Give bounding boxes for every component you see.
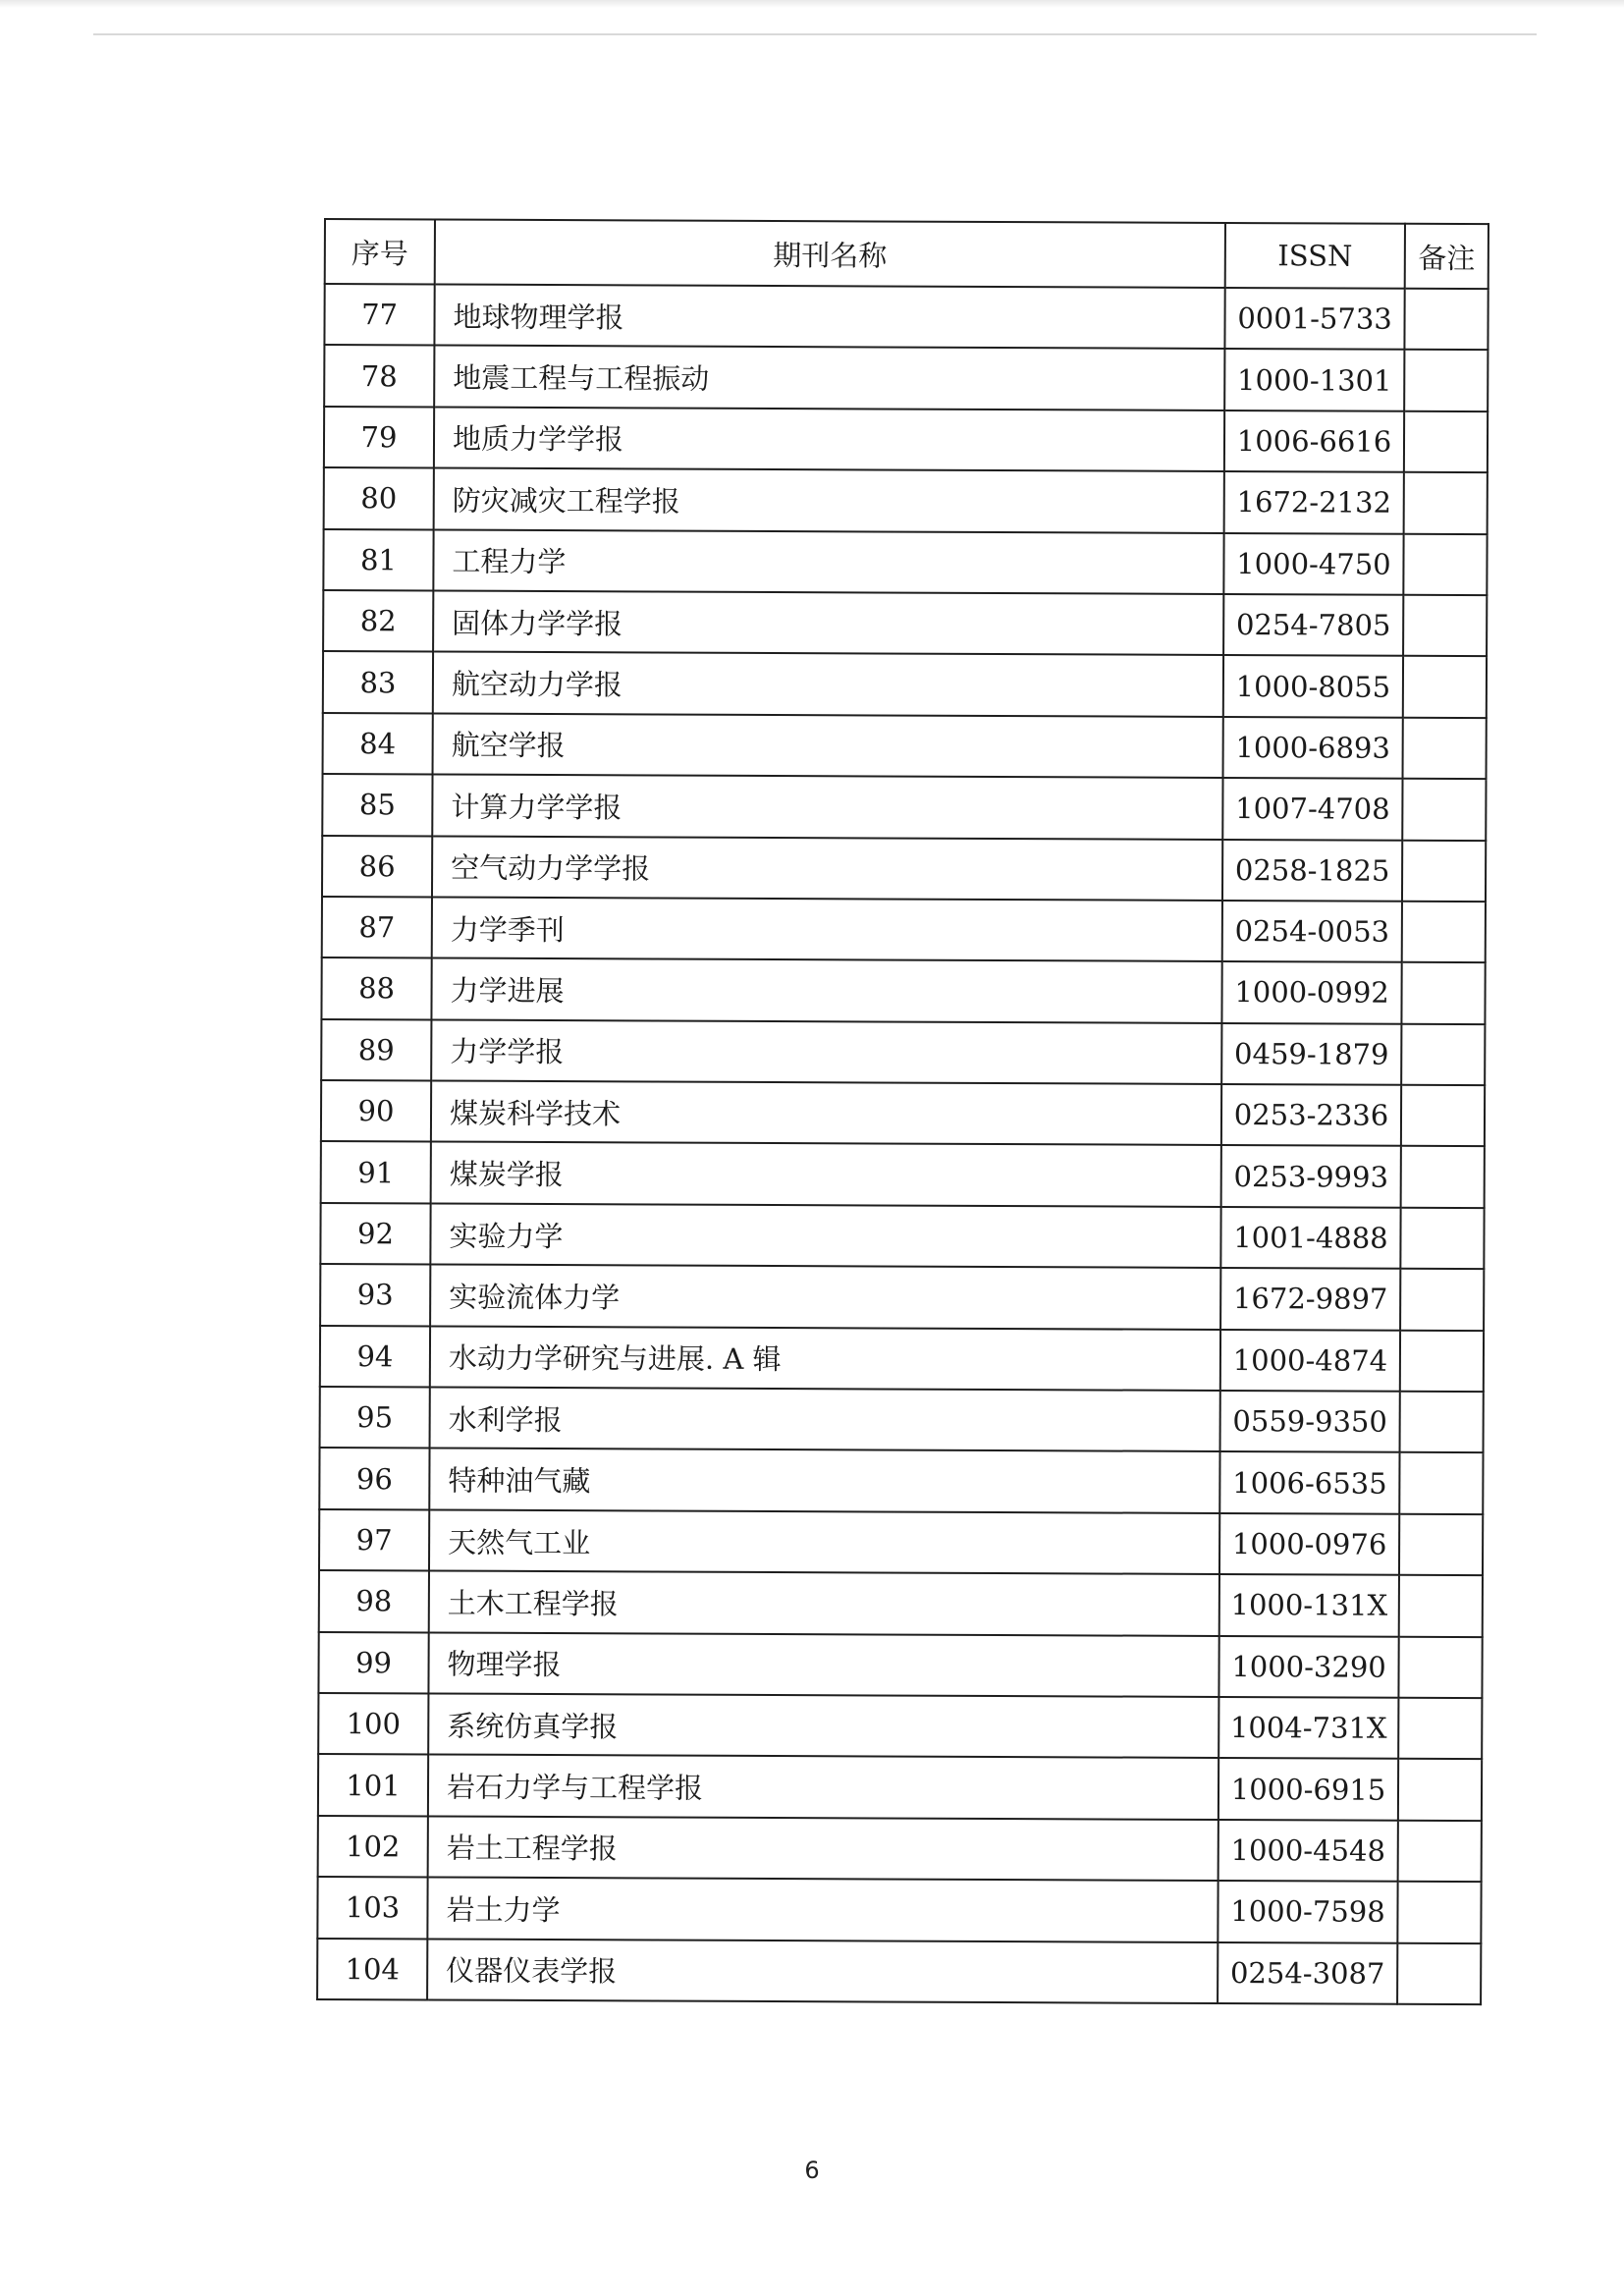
note-cell — [1398, 1636, 1482, 1698]
note-cell — [1399, 1575, 1483, 1637]
journal-name-cell: 特种油气藏 — [429, 1449, 1219, 1513]
issn-cell: 1000-4874 — [1220, 1330, 1400, 1392]
serial-number-cell: 103 — [317, 1877, 427, 1939]
table-row — [324, 467, 1488, 534]
issn-cell: 1000-4750 — [1223, 533, 1403, 595]
journal-name-cell: 力学季刊 — [432, 897, 1222, 961]
journal-table-container — [316, 218, 1488, 2005]
note-cell — [1404, 472, 1488, 534]
issn-cell: 0001-5733 — [1224, 288, 1404, 350]
table-row — [319, 1509, 1483, 1576]
table-row — [318, 1754, 1482, 1821]
issn-cell: 1000-1301 — [1224, 349, 1404, 410]
journal-name-cell: 煤炭科学技术 — [431, 1081, 1221, 1146]
journal-name-cell: 固体力学学报 — [433, 590, 1223, 655]
serial-number-cell: 79 — [324, 407, 434, 468]
journal-table — [316, 218, 1489, 2005]
note-cell — [1403, 533, 1487, 595]
table-row — [323, 529, 1487, 596]
serial-number-cell: 94 — [320, 1326, 430, 1388]
journal-name-cell: 航空动力学报 — [433, 652, 1223, 717]
issn-cell: 1000-0976 — [1219, 1513, 1399, 1575]
journal-table-body — [317, 284, 1489, 2004]
journal-name-cell: 力学进展 — [431, 958, 1221, 1023]
serial-number-cell: 102 — [318, 1816, 428, 1878]
table-row — [320, 1387, 1484, 1453]
serial-number-cell: 104 — [317, 1939, 427, 2000]
issn-cell: 0254-3087 — [1218, 1942, 1397, 2004]
journal-name-cell: 物理学报 — [428, 1632, 1218, 1697]
journal-name-cell: 天然气工业 — [429, 1509, 1219, 1574]
header-journal-name: 期刊名称 — [435, 219, 1225, 288]
issn-cell: 0253-9993 — [1221, 1145, 1401, 1207]
table-row — [324, 284, 1488, 351]
serial-number-cell: 93 — [320, 1264, 430, 1326]
table-row — [320, 1264, 1484, 1331]
table-row — [323, 651, 1487, 718]
issn-cell: 1672-2132 — [1224, 471, 1404, 533]
note-cell — [1397, 1942, 1481, 2004]
header-serial-number: 序号 — [325, 219, 435, 284]
serial-number-cell: 95 — [320, 1387, 430, 1449]
note-cell — [1404, 289, 1488, 351]
note-cell — [1402, 779, 1486, 841]
table-row — [321, 1141, 1485, 1208]
table-row — [320, 1326, 1484, 1393]
note-cell — [1401, 1085, 1485, 1147]
serial-number-cell: 85 — [322, 774, 432, 836]
journal-name-cell: 地球物理学报 — [434, 284, 1224, 349]
journal-name-cell: 工程力学 — [433, 529, 1223, 594]
issn-cell: 1001-4888 — [1220, 1207, 1400, 1269]
scan-edge — [0, 0, 1624, 8]
table-row — [321, 1019, 1485, 1086]
note-cell — [1403, 718, 1487, 780]
note-cell — [1402, 840, 1486, 902]
header-row — [325, 219, 1489, 289]
serial-number-cell: 87 — [322, 897, 432, 958]
issn-cell: 1000-3290 — [1218, 1636, 1398, 1698]
note-cell — [1400, 1330, 1484, 1392]
table-row — [321, 957, 1485, 1024]
journal-name-cell: 水利学报 — [430, 1388, 1220, 1452]
note-cell — [1400, 1392, 1484, 1453]
journal-name-cell: 空气动力学学报 — [432, 836, 1222, 901]
serial-number-cell: 84 — [323, 713, 433, 775]
serial-number-cell: 101 — [318, 1754, 428, 1816]
note-cell — [1398, 1698, 1482, 1760]
serial-number-cell: 81 — [323, 529, 433, 591]
issn-cell: 0253-2336 — [1221, 1084, 1401, 1146]
table-row — [318, 1632, 1482, 1699]
table-row — [321, 1080, 1485, 1147]
issn-cell: 1000-131X — [1219, 1574, 1399, 1636]
journal-name-cell: 防灾减灾工程学报 — [434, 468, 1224, 533]
serial-number-cell: 96 — [319, 1448, 429, 1509]
journal-name-cell: 煤炭学报 — [431, 1142, 1221, 1207]
issn-cell: 1000-6893 — [1223, 717, 1403, 779]
note-cell — [1401, 962, 1485, 1024]
note-cell — [1403, 656, 1487, 718]
table-row — [322, 774, 1486, 841]
table-row — [319, 1448, 1483, 1514]
table-row — [319, 1570, 1483, 1637]
issn-cell: 1672-9897 — [1220, 1268, 1400, 1330]
serial-number-cell: 89 — [321, 1019, 431, 1081]
header-issn: ISSN — [1225, 223, 1405, 289]
journal-name-cell: 实验力学 — [430, 1203, 1220, 1268]
serial-number-cell: 86 — [322, 836, 432, 898]
serial-number-cell: 77 — [324, 284, 434, 346]
table-row — [317, 1877, 1481, 1943]
journal-name-cell: 岩土力学 — [427, 1878, 1218, 1942]
serial-number-cell: 91 — [321, 1141, 431, 1203]
issn-cell: 1000-6915 — [1218, 1758, 1398, 1820]
serial-number-cell: 88 — [321, 957, 431, 1019]
header-note: 备注 — [1405, 224, 1489, 289]
note-cell — [1399, 1514, 1483, 1576]
issn-cell: 1006-6616 — [1224, 410, 1404, 472]
issn-cell: 0254-7805 — [1223, 594, 1403, 656]
issn-cell: 0258-1825 — [1222, 840, 1402, 902]
journal-name-cell: 航空学报 — [433, 713, 1223, 778]
table-row — [322, 897, 1486, 963]
note-cell — [1404, 411, 1488, 473]
serial-number-cell: 82 — [323, 590, 433, 652]
issn-cell: 1007-4708 — [1222, 778, 1402, 840]
journal-table-header — [325, 219, 1489, 289]
note-cell — [1398, 1821, 1482, 1883]
table-row — [324, 345, 1488, 411]
issn-cell: 1004-731X — [1218, 1697, 1398, 1759]
issn-cell: 0459-1879 — [1221, 1023, 1401, 1085]
scan-artifact-line — [93, 33, 1537, 35]
issn-cell: 1000-7598 — [1218, 1881, 1397, 1942]
serial-number-cell: 98 — [319, 1570, 429, 1632]
note-cell — [1401, 1146, 1485, 1208]
note-cell — [1401, 1023, 1485, 1085]
table-row — [323, 713, 1487, 780]
note-cell — [1404, 350, 1488, 411]
note-cell — [1403, 595, 1487, 657]
issn-cell: 0254-0053 — [1222, 901, 1402, 962]
note-cell — [1400, 1208, 1484, 1270]
journal-name-cell: 仪器仪表学报 — [427, 1939, 1218, 2003]
issn-cell: 0559-9350 — [1220, 1391, 1400, 1452]
page-number: 6 — [804, 2157, 820, 2184]
table-row — [318, 1816, 1482, 1883]
issn-cell: 1000-8055 — [1223, 655, 1403, 717]
table-row — [320, 1203, 1484, 1270]
journal-name-cell: 土木工程学报 — [429, 1571, 1219, 1636]
serial-number-cell: 80 — [324, 467, 434, 529]
journal-name-cell: 岩土工程学报 — [428, 1816, 1218, 1881]
note-cell — [1399, 1452, 1483, 1514]
journal-name-cell: 力学学报 — [431, 1019, 1221, 1084]
serial-number-cell: 97 — [319, 1509, 429, 1571]
issn-cell: 1000-4548 — [1218, 1820, 1398, 1882]
note-cell — [1398, 1759, 1482, 1821]
journal-name-cell: 系统仿真学报 — [428, 1693, 1218, 1758]
journal-name-cell: 实验流体力学 — [430, 1265, 1220, 1330]
table-row — [317, 1939, 1481, 2005]
note-cell — [1402, 902, 1486, 963]
serial-number-cell: 92 — [320, 1203, 430, 1265]
table-row — [323, 590, 1487, 657]
journal-name-cell: 计算力学学报 — [432, 775, 1222, 840]
issn-cell: 1006-6535 — [1219, 1451, 1399, 1513]
journal-name-cell: 岩石力学与工程学报 — [428, 1755, 1218, 1820]
table-row — [324, 407, 1488, 473]
serial-number-cell: 90 — [321, 1080, 431, 1142]
note-cell — [1400, 1269, 1484, 1331]
serial-number-cell: 78 — [324, 345, 434, 407]
journal-name-cell: 地震工程与工程振动 — [434, 346, 1224, 410]
serial-number-cell: 100 — [318, 1693, 428, 1755]
note-cell — [1397, 1882, 1481, 1943]
issn-cell: 1000-0992 — [1221, 961, 1401, 1023]
journal-name-cell: 水动力学研究与进展. A 辑 — [430, 1326, 1220, 1391]
serial-number-cell: 83 — [323, 651, 433, 713]
table-row — [318, 1693, 1482, 1760]
journal-name-cell: 地质力学学报 — [434, 407, 1224, 471]
serial-number-cell: 99 — [318, 1632, 428, 1694]
table-row — [322, 836, 1486, 902]
